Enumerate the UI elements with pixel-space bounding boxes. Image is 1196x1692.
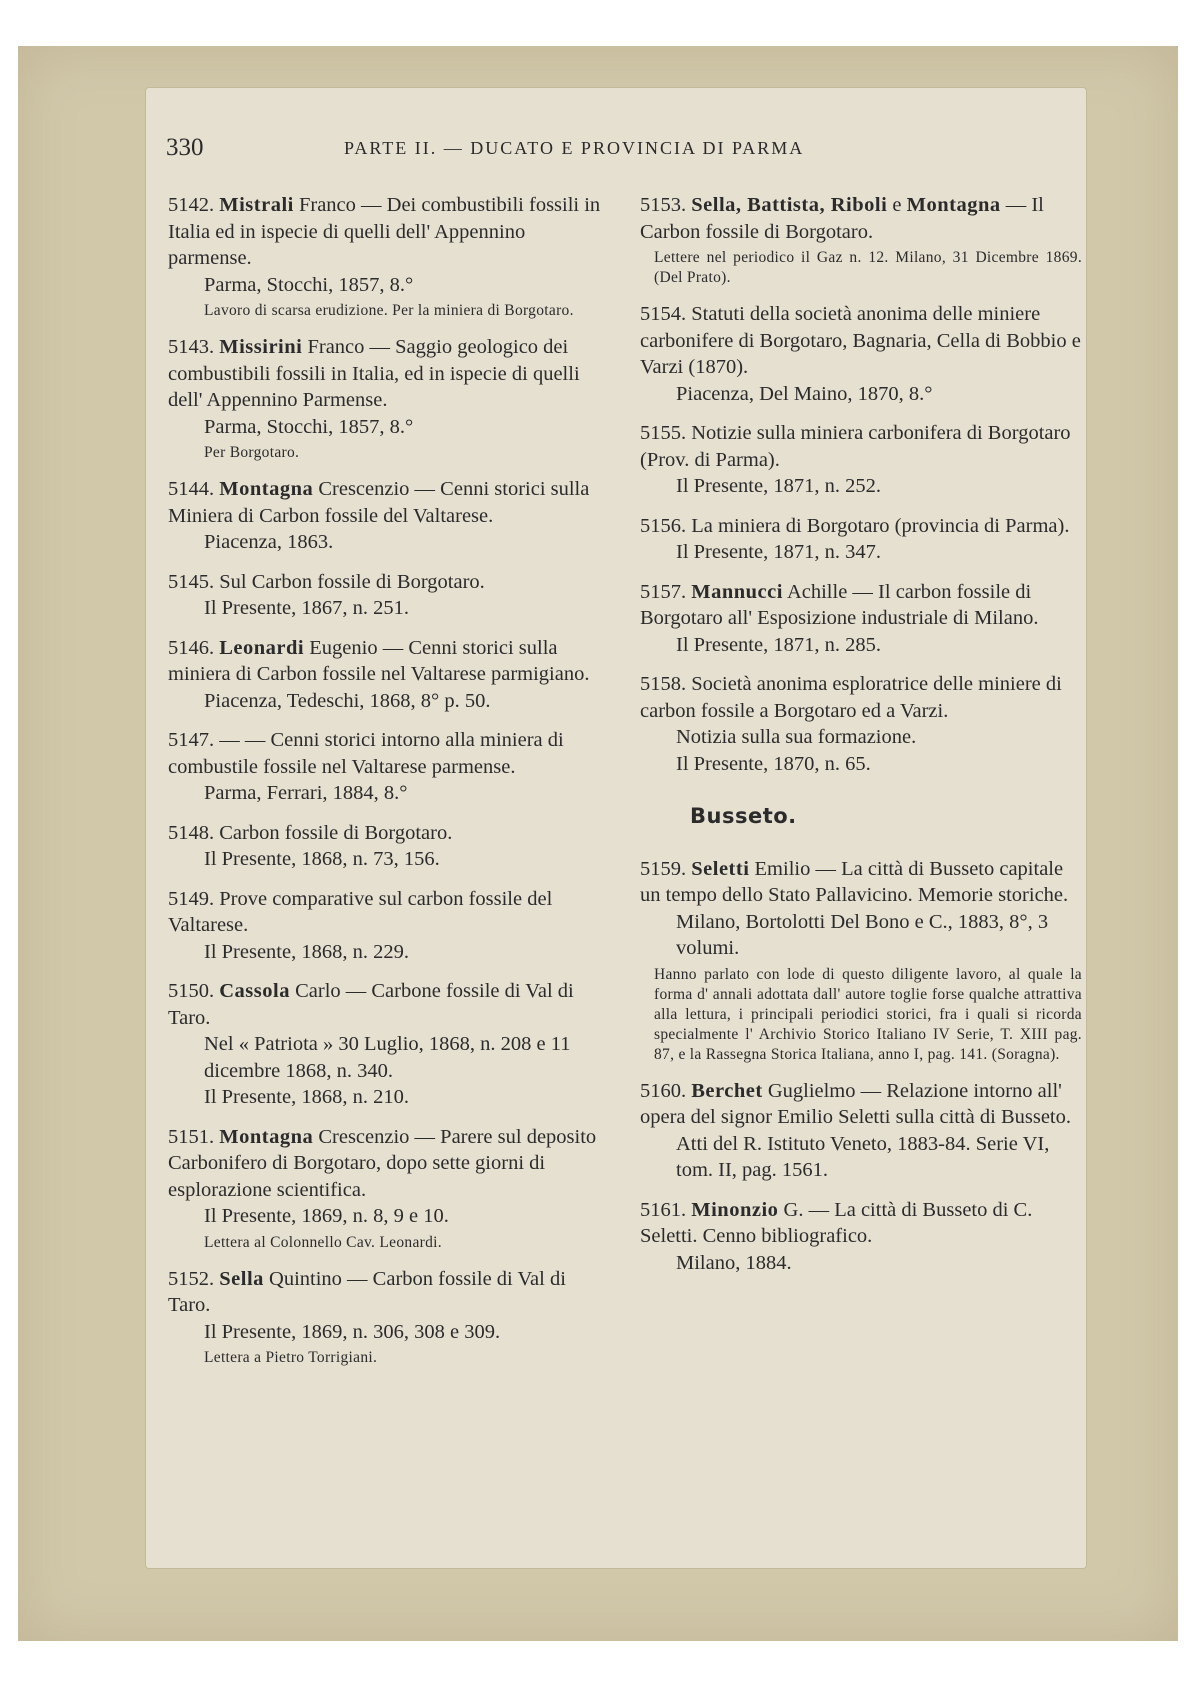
entry-title: Società anonima esploratrice delle miniere di carbon fossile a Borgotaro ed a Varzi. bbox=[640, 673, 1062, 722]
entry-note: Hanno parlato con lode di questo diligente lavoro, al quale la forma d' annali adottata dall' autore toglie forse qualche attrattiva alla lettura, i principali periodici storici, fra i quali si ricorda specialmente l' Archivio Storico Italiano IV Serie, T. XIII pag. 87, e la Rassegna Storica Italiana, anno I, pag. 141. (Soragna). bbox=[654, 965, 1082, 1063]
entry-imprint: Parma, Stocchi, 1857, 8.° bbox=[204, 415, 414, 438]
entry-author: Mistrali bbox=[219, 194, 294, 216]
entry-title: Quintino — Carbon fossile di Val di Taro. bbox=[168, 1267, 566, 1316]
left-column bbox=[168, 192, 610, 1381]
entry-author: Sella bbox=[219, 1267, 264, 1290]
entry-number: 5158. bbox=[640, 673, 687, 695]
entry-number: 5151. bbox=[168, 1125, 215, 1148]
entry-number: 5150. bbox=[168, 980, 215, 1002]
entry-number: 5143. bbox=[168, 336, 215, 358]
bib-entry-5154 bbox=[640, 301, 1082, 407]
entry-title: Crescenzio — Cenni storici sulla Miniera di Carbon fossile del Valtarese. bbox=[168, 478, 590, 527]
bib-entry-5161 bbox=[640, 1197, 1082, 1277]
entry-imprint: Il Presente, 1867, n. 251. bbox=[204, 597, 409, 619]
entry-imprint: Il Presente, 1871, n. 347. bbox=[676, 541, 881, 563]
entry-imprint: Il Presente, 1871, n. 252. bbox=[676, 475, 881, 497]
entry-title: Franco — Saggio geologico dei combustibili fossili in Italia, ed in ispecie di quelli dell' Appennino Parmense. bbox=[168, 336, 580, 411]
section-heading-busseto: Busseto. bbox=[690, 804, 797, 828]
bib-entry-5155 bbox=[640, 420, 1082, 500]
entry-imprint: Piacenza, Del Maino, 1870, 8.° bbox=[676, 382, 933, 405]
entry-number: 5145. bbox=[168, 570, 215, 593]
bib-entry-5151 bbox=[168, 1124, 610, 1253]
page-heading: PARTE II. — DUCATO E PROVINCIA DI PARMA bbox=[344, 138, 805, 158]
entry-title: — — Cenni storici intorno alla miniera di combustile fossile nel Valtarese parmense. bbox=[168, 729, 564, 778]
bib-entry-5150 bbox=[168, 978, 610, 1111]
page-number: 330 bbox=[166, 134, 204, 161]
entry-imprint: Piacenza, 1863. bbox=[204, 531, 334, 553]
entry-title: Emilio — La città di Busseto capitale un tempo dello Stato Pallavicino. Memorie storiche. bbox=[640, 857, 1069, 906]
entry-number: 5147. bbox=[168, 729, 215, 751]
entry-number: 5155. bbox=[640, 422, 687, 444]
entry-author: Cassola bbox=[219, 980, 290, 1002]
bib-entry-5152 bbox=[168, 1266, 610, 1369]
bib-entry-5147 bbox=[168, 727, 610, 807]
entry-number: 5152. bbox=[168, 1267, 215, 1290]
entry-number: 5157. bbox=[640, 580, 687, 603]
entry-number: 5154. bbox=[640, 303, 687, 325]
entry-author: Minonzio bbox=[691, 1198, 779, 1221]
entry-number: 5156. bbox=[640, 514, 687, 537]
entry-imprint: Il Presente, 1868, n. 210. bbox=[204, 1086, 409, 1108]
entry-author: Leonardi bbox=[219, 636, 305, 659]
bib-entry-5153 bbox=[640, 192, 1082, 288]
entry-imprint: Milano, 1884. bbox=[676, 1251, 792, 1274]
entry-note: Lettera al Colonnello Cav. Leonardi. bbox=[204, 1233, 442, 1251]
entry-number: 5142. bbox=[168, 194, 215, 216]
bib-entry-5145 bbox=[168, 569, 610, 622]
entry-title: Notizie sulla miniera carbonifera di Borgotaro (Prov. di Parma). bbox=[640, 422, 1071, 471]
entry-imprint: Notizia sulla sua formazione. bbox=[676, 726, 917, 748]
entry-author: Seletti bbox=[691, 857, 750, 880]
entry-title: — Il Carbon fossile di Borgotaro. bbox=[640, 194, 1044, 243]
entry-author: Montagna bbox=[219, 478, 314, 500]
entry-number: 5144. bbox=[168, 478, 215, 500]
entry-number: 5153. bbox=[640, 194, 687, 216]
entry-title: Eugenio — Cenni storici sulla miniera di Carbon fossile nel Valtarese parmigiano. bbox=[168, 636, 590, 685]
entry-imprint: Il Presente, 1869, n. 306, 308 e 309. bbox=[204, 1320, 501, 1343]
entry-title: La miniera di Borgotaro (provincia di Parma). bbox=[691, 514, 1070, 537]
bib-entry-5143 bbox=[168, 334, 610, 463]
bib-entry-5149 bbox=[168, 886, 610, 966]
entry-number: 5149. bbox=[168, 887, 215, 910]
entry-author: Mannucci bbox=[691, 580, 783, 603]
entry-title: Carlo — Carbone fossile di Val di Taro. bbox=[168, 980, 574, 1029]
entry-imprint: Parma, Ferrari, 1884, 8.° bbox=[204, 782, 408, 804]
bib-entry-5156 bbox=[640, 513, 1082, 566]
entry-author-second: Montagna bbox=[906, 194, 1001, 216]
entry-author: Missirini bbox=[219, 336, 303, 358]
entry-note: Lettere nel periodico il Gaz n. 12. Milano, 31 Dicembre 1869. (Del Prato). bbox=[654, 249, 1082, 286]
running-head bbox=[166, 134, 1066, 166]
entry-imprint: Atti del R. Istituto Veneto, 1883-84. Serie VI, tom. II, pag. 1561. bbox=[676, 1132, 1050, 1181]
entry-author: Montagna bbox=[219, 1125, 314, 1148]
entry-author: Sella, Battista, Riboli bbox=[691, 194, 888, 216]
bib-entry-5144 bbox=[168, 476, 610, 556]
right-column bbox=[640, 192, 1082, 1289]
entry-author: Berchet bbox=[691, 1079, 763, 1102]
entry-title: Carbon fossile di Borgotaro. bbox=[219, 821, 453, 844]
entry-imprint: Il Presente, 1870, n. 65. bbox=[676, 752, 871, 775]
entry-imprint: Piacenza, Tedeschi, 1868, 8° p. 50. bbox=[204, 689, 491, 712]
bib-entry-5158 bbox=[640, 671, 1082, 777]
entry-note: Lettera a Pietro Torrigiani. bbox=[204, 1349, 378, 1366]
entry-number: 5159. bbox=[640, 857, 687, 880]
entry-imprint: Il Presente, 1869, n. 8, 9 e 10. bbox=[204, 1205, 449, 1227]
entry-note: Lavoro di scarsa erudizione. Per la miniera di Borgotaro. bbox=[204, 302, 574, 319]
entry-imprint: Parma, Stocchi, 1857, 8.° bbox=[204, 273, 414, 296]
entry-title: Statuti della società anonima delle miniere carbonifere di Borgotaro, Bagnaria, Cella di Bobbio e Varzi (1870). bbox=[640, 303, 1081, 378]
entry-title: Franco — Dei combustibili fossili in Italia ed in ispecie di quelli dell' Appennino parmense. bbox=[168, 194, 601, 269]
bib-entry-5157 bbox=[640, 579, 1082, 659]
entry-title: Guglielmo — Relazione intorno all' opera del signor Emilio Seletti sulla città di Busseto. bbox=[640, 1079, 1072, 1128]
entry-number: 5148. bbox=[168, 821, 215, 844]
bib-entry-5159 bbox=[640, 856, 1082, 1065]
entry-title: G. — La città di Busseto di C. Seletti. Cenno bibliografico. bbox=[640, 1198, 1033, 1247]
entry-number: 5160. bbox=[640, 1079, 687, 1102]
entry-title: Crescenzio — Parere sul deposito Carbonifero di Borgotaro, dopo sette giorni di esplorazione scientifica. bbox=[168, 1125, 597, 1201]
entry-author-join: e bbox=[892, 194, 902, 216]
entry-number: 5146. bbox=[168, 636, 215, 659]
bib-entry-5160 bbox=[640, 1078, 1082, 1184]
entry-imprint: Il Presente, 1871, n. 285. bbox=[676, 633, 881, 656]
entry-number: 5161. bbox=[640, 1198, 687, 1221]
entry-imprint: Nel « Patriota » 30 Luglio, 1868, n. 208 e 11 dicembre 1868, n. 340. bbox=[204, 1033, 571, 1082]
bib-entry-5142 bbox=[168, 192, 610, 321]
entry-title: Achille — Il carbon fossile di Borgotaro all' Esposizione industriale di Milano. bbox=[640, 580, 1039, 629]
entry-imprint: Il Presente, 1868, n. 73, 156. bbox=[204, 848, 440, 870]
entry-imprint: Milano, Bortolotti Del Bono e C., 1883, 8°, 3 volumi. bbox=[676, 910, 1049, 959]
bib-entry-5146 bbox=[168, 635, 610, 715]
entry-title: Prove comparative sul carbon fossile del Valtarese. bbox=[168, 887, 553, 936]
entry-imprint: Il Presente, 1868, n. 229. bbox=[204, 940, 409, 963]
bib-entry-5148 bbox=[168, 820, 610, 873]
entry-note: Per Borgotaro. bbox=[204, 444, 300, 461]
entry-title: Sul Carbon fossile di Borgotaro. bbox=[219, 570, 485, 593]
